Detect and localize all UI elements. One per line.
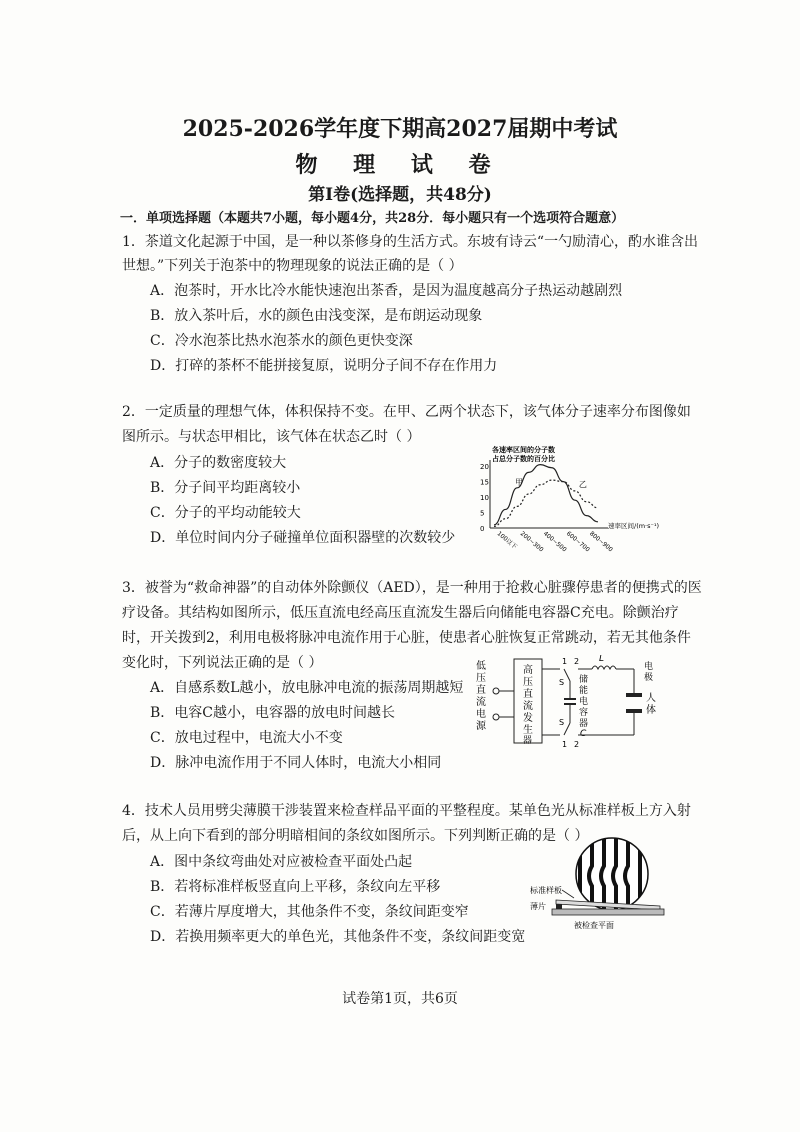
series-label-jia: 甲 — [515, 477, 524, 487]
q4-stem-line2: 后，从上向下看到的部分明暗相间的条纹如图所示。下列判断正确的是（ ） — [122, 828, 589, 844]
q4-option-b: B．若将标准样板竖直向上平移，条纹向左平移 — [150, 879, 441, 895]
inductor-label: L — [599, 655, 605, 664]
q3-stem-line1: 3．被誉为“救命神器”的自动体外除颤仪（AED），是一种用于抢救心脏骤停患者的便携式的医 — [122, 580, 702, 596]
svg-text:体: 体 — [646, 705, 656, 716]
shim-label: 薄片 — [530, 902, 546, 911]
svg-text:器: 器 — [579, 719, 589, 729]
capacitor-symbol: C — [580, 729, 587, 739]
body-label — [646, 691, 656, 716]
source-terminal-top — [493, 688, 499, 694]
chart-ytick-label: 15 — [480, 478, 489, 487]
switch-bottom-blade — [564, 723, 570, 735]
switch-bottom-pos2: 2 — [574, 740, 580, 749]
chart-xlabel: 速率区间/(m·s⁻¹) — [608, 522, 660, 530]
q2-option-d: D．单位时间内分子碰撞单位面积器壁的次数较少 — [150, 530, 456, 546]
chart-ylabel-line1: 各速率区间的分子数 — [492, 446, 555, 454]
svg-text:电: 电 — [476, 709, 486, 720]
switch-bottom-pos1: 1 — [562, 740, 568, 749]
svg-text:容: 容 — [579, 708, 589, 718]
subject-title: 物 理 试 卷 — [295, 152, 505, 178]
chart-xtick-label: 400~500 — [541, 530, 568, 554]
q1-stem-line2: 世想。”下列关于泡茶中的物理现象的说法正确的是（ ） — [122, 258, 463, 274]
series-line-jia — [494, 465, 598, 525]
chart-ytick-label: 0 — [480, 525, 485, 533]
q4-stem-line1: 4．技术人员用劈尖薄膜干涉装置来检查样品平面的平整程度。某单色光从标准样板上方入射 — [122, 803, 691, 819]
capacitor-label — [579, 673, 588, 729]
svg-text:发: 发 — [523, 713, 533, 724]
hv-generator-label — [523, 663, 533, 746]
q2-option-a: A．分子的数密度较大 — [150, 455, 287, 471]
q2-stem-line2: 图所示。与状态甲相比，该气体在状态乙时（ ） — [122, 429, 421, 445]
electrode-bottom — [626, 709, 642, 713]
svg-text:电: 电 — [579, 697, 589, 707]
chart-ytick-label: 20 — [480, 463, 489, 472]
chart-xtick-label: 600~700 — [564, 530, 591, 554]
q3-option-b: B．电容C越小，电容器的放电时间越长 — [150, 705, 395, 721]
q3-option-d: D．脉冲电流作用于不同人体时，电流大小相同 — [150, 755, 442, 771]
q1-option-d: D．打碎的茶杯不能拼接复原，说明分子间不存在作用力 — [150, 358, 498, 374]
exam-title: 2025-2026学年度下期高2027届期中考试 — [182, 116, 618, 142]
page-number: 试卷第1页，共6页 — [342, 991, 458, 1007]
q3-option-c: C．放电过程中，电流大小不变 — [150, 730, 343, 746]
q3-stem-line3: 时，开关拨到2，利用电极将脉冲电流作用于心脏，使患者心脏恢复正常跳动，若无其他条件 — [122, 630, 691, 646]
electrode-label — [644, 660, 653, 683]
wedge-interference-diagram — [512, 836, 677, 938]
speed-distribution-chart — [468, 440, 690, 555]
inspected-plane-label: 被检查平面 — [574, 921, 614, 930]
svg-text:流: 流 — [523, 701, 533, 712]
q3-option-a: A．自感系数L越小，放电脉冲电流的振荡周期越短 — [150, 680, 464, 696]
part-title: 第Ⅰ卷(选择题，共48分) — [308, 185, 492, 205]
q1-stem-line1: 1．茶道文化起源于中国，是一种以茶修身的生活方式。东坡有诗云“一勺励清心，酌水谁含出 — [122, 234, 699, 250]
shim — [556, 904, 562, 909]
svg-text:器: 器 — [523, 736, 533, 746]
section-heading: 一．单项选择题（本题共7小题，每小题4分，共28分．每小题只有一个选项符合题意） — [120, 211, 625, 226]
q1-option-a: A．泡茶时，开水比冷水能快速泡出茶香，是因为温度越高分子热运动越剧烈 — [150, 283, 623, 299]
svg-text:压: 压 — [523, 677, 533, 688]
inductor-coil — [592, 666, 616, 669]
switch-bottom-label: S — [559, 718, 565, 727]
q4-option-a: A．图中条纹弯曲处对应被检查平面处凸起 — [150, 854, 413, 870]
source-label-1: 低 — [476, 661, 486, 672]
chart-xtick-label: 800~900 — [588, 530, 614, 554]
svg-text:电: 电 — [644, 662, 654, 672]
chart-ylabel-line2: 占总分子数的百分比 — [492, 455, 555, 463]
inspected-plane — [552, 909, 664, 915]
svg-text:直: 直 — [523, 689, 533, 700]
q2-stem-line1: 2．一定质量的理想气体，体积保持不变。在甲、乙两个状态下，该气体分子速率分布图像如 — [122, 404, 691, 420]
chart-ytick-label: 5 — [480, 509, 485, 518]
chart-ytick-label: 10 — [480, 494, 489, 503]
svg-text:高: 高 — [523, 665, 533, 676]
source-terminal-bottom — [493, 714, 499, 720]
switch-top-pos1: 1 — [562, 657, 568, 666]
standard-plate-label: 标准样板 — [530, 886, 562, 895]
switch-top-pos2: 2 — [574, 657, 580, 666]
svg-text:生: 生 — [523, 725, 533, 736]
svg-text:极: 极 — [644, 673, 654, 683]
q2-option-c: C．分子的平均动能较大 — [150, 505, 301, 521]
svg-text:人: 人 — [646, 693, 656, 704]
svg-text:压: 压 — [476, 673, 486, 684]
chart-xtick-label: 200~300 — [518, 530, 545, 554]
low-voltage-source — [476, 660, 487, 732]
q4-option-d: D．若换用频率更大的单色光，其他条件不变，条纹间距变宽 — [150, 929, 526, 945]
q3-stem-line4: 变化时，下列说法正确的是（ ） — [122, 655, 323, 671]
q1-option-b: B．放入茶叶后，水的颜色由浅变深，是布朗运动现象 — [150, 308, 483, 324]
chart-xtick-label: 100以下 — [495, 530, 519, 551]
switch-top-blade — [564, 669, 570, 681]
aed-circuit-diagram — [472, 655, 687, 750]
q2-option-b: B．分子间平均距离较小 — [150, 480, 301, 496]
electrode-top — [626, 693, 642, 697]
svg-text:直: 直 — [476, 685, 486, 696]
q1-option-c: C．冷水泡茶比热水泡茶水的颜色更快变深 — [150, 333, 413, 349]
q4-option-c: C．若薄片厚度增大，其他条件不变，条纹间距变窄 — [150, 904, 469, 920]
q3-stem-line2: 疗设备。其结构如图所示，低压直流电经高压直流发生器后向储能电容器C充电。除颤治疗 — [122, 605, 679, 621]
series-label-yi: 乙 — [578, 479, 587, 489]
svg-text:流: 流 — [476, 697, 486, 708]
svg-text:源: 源 — [476, 721, 486, 732]
switch-top-label: S — [559, 678, 565, 687]
svg-text:能: 能 — [579, 686, 589, 696]
svg-text:储: 储 — [579, 675, 589, 685]
